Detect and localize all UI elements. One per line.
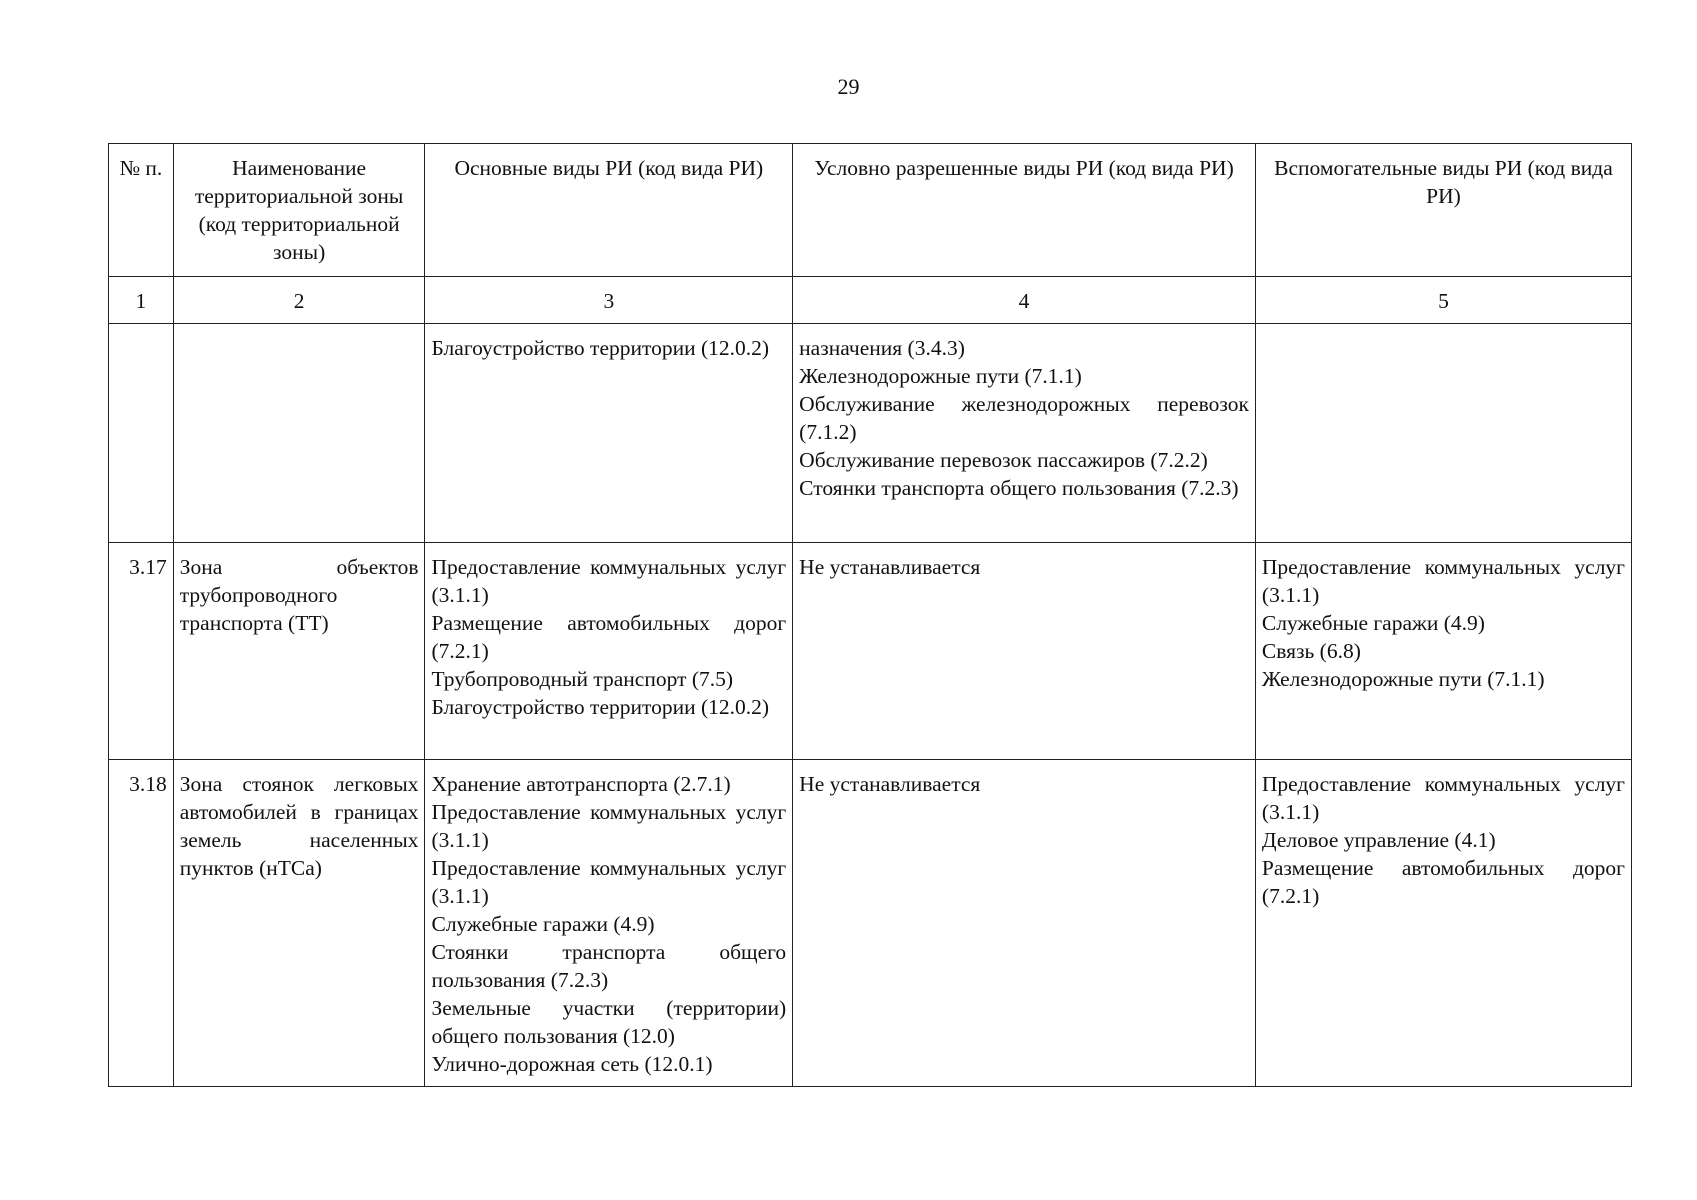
list-item: Не устанавливается [799, 772, 981, 796]
list-item: Стоянки транспорта общего пользования (7.2.3) [431, 940, 787, 992]
table-row [109, 760, 1632, 1087]
list-item: Трубопроводный транспорт (7.5) [431, 667, 734, 691]
header-auxiliary-types: Вспомогательные виды РИ (код вида РИ) [1255, 144, 1631, 277]
list-item: Предоставление коммунальных услуг (3.1.1) [431, 856, 787, 908]
row-number: 3.17 [109, 543, 174, 760]
list-item: Размещение автомобильных дорог (7.2.1) [431, 611, 787, 663]
list-item: Обслуживание перевозок пассажиров (7.2.2) [799, 448, 1208, 472]
zones-table [108, 143, 1632, 1087]
list-item: Предоставление коммунальных услуг (3.1.1) [431, 555, 787, 607]
header-zone-name: Наименование территориальной зоны (код территориальной зоны) [173, 144, 425, 277]
column-number: 2 [173, 277, 425, 324]
list-item: Связь (6.8) [1261, 639, 1361, 663]
list-item: Служебные гаражи (4.9) [1261, 611, 1485, 635]
conditional-types-cell [793, 760, 1256, 1087]
list-item: Стоянки транспорта общего пользования (7.2.3) [799, 476, 1239, 500]
column-number: 4 [793, 277, 1256, 324]
column-number: 5 [1255, 277, 1631, 324]
list-item: Обслуживание железнодорожных перевозок (7.1.2) [799, 392, 1249, 444]
zone-name [173, 324, 425, 543]
table-row [109, 324, 1632, 543]
list-item: Улично-дорожная сеть (12.0.1) [431, 1052, 713, 1076]
list-item: Благоустройство территории (12.0.2) [431, 336, 770, 360]
list-item: Служебные гаражи (4.9) [431, 912, 655, 936]
auxiliary-types-cell [1255, 760, 1631, 1087]
list-item: Не устанавливается [799, 555, 981, 579]
list-item: Хранение автотранспорта (2.7.1) [431, 772, 731, 796]
conditional-types-cell [793, 543, 1256, 760]
list-item: Предоставление коммунальных услуг (3.1.1) [1261, 555, 1625, 607]
list-item: назначения (3.4.3) [799, 336, 965, 360]
zone-name: Зона стоянок легковых автомобилей в границах земель населенных пунктов (нТСа) [173, 760, 425, 1087]
list-item: Предоставление коммунальных услуг (3.1.1) [1261, 772, 1625, 824]
header-main-types: Основные виды РИ (код вида РИ) [425, 144, 793, 277]
column-number: 1 [109, 277, 174, 324]
auxiliary-types-cell [1255, 324, 1631, 543]
row-number: 3.18 [109, 760, 174, 1087]
main-types-cell [425, 760, 793, 1087]
list-item: Размещение автомобильных дорог (7.2.1) [1261, 856, 1625, 908]
conditional-types-cell [793, 324, 1256, 543]
list-item: Железнодорожные пути (7.1.1) [799, 364, 1082, 388]
column-number: 3 [425, 277, 793, 324]
header-number: № п. [109, 144, 174, 277]
main-types-cell [425, 543, 793, 760]
column-numbers-row [109, 277, 1632, 324]
table-header-row [109, 144, 1632, 277]
page-number: 29 [837, 74, 860, 99]
auxiliary-types-cell [1255, 543, 1631, 760]
list-item: Земельные участки (территории) общего пользования (12.0) [431, 996, 787, 1048]
row-number [109, 324, 174, 543]
list-item: Деловое управление (4.1) [1261, 828, 1496, 852]
list-item: Предоставление коммунальных услуг (3.1.1) [431, 800, 787, 852]
header-conditional-types: Условно разрешенные виды РИ (код вида РИ) [793, 144, 1256, 277]
main-types-cell [425, 324, 793, 543]
list-item: Благоустройство территории (12.0.2) [431, 695, 770, 719]
list-item: Железнодорожные пути (7.1.1) [1261, 667, 1545, 691]
zone-name: Зона объектов трубопроводного транспорта (ТТ) [173, 543, 425, 760]
table-row [109, 543, 1632, 760]
